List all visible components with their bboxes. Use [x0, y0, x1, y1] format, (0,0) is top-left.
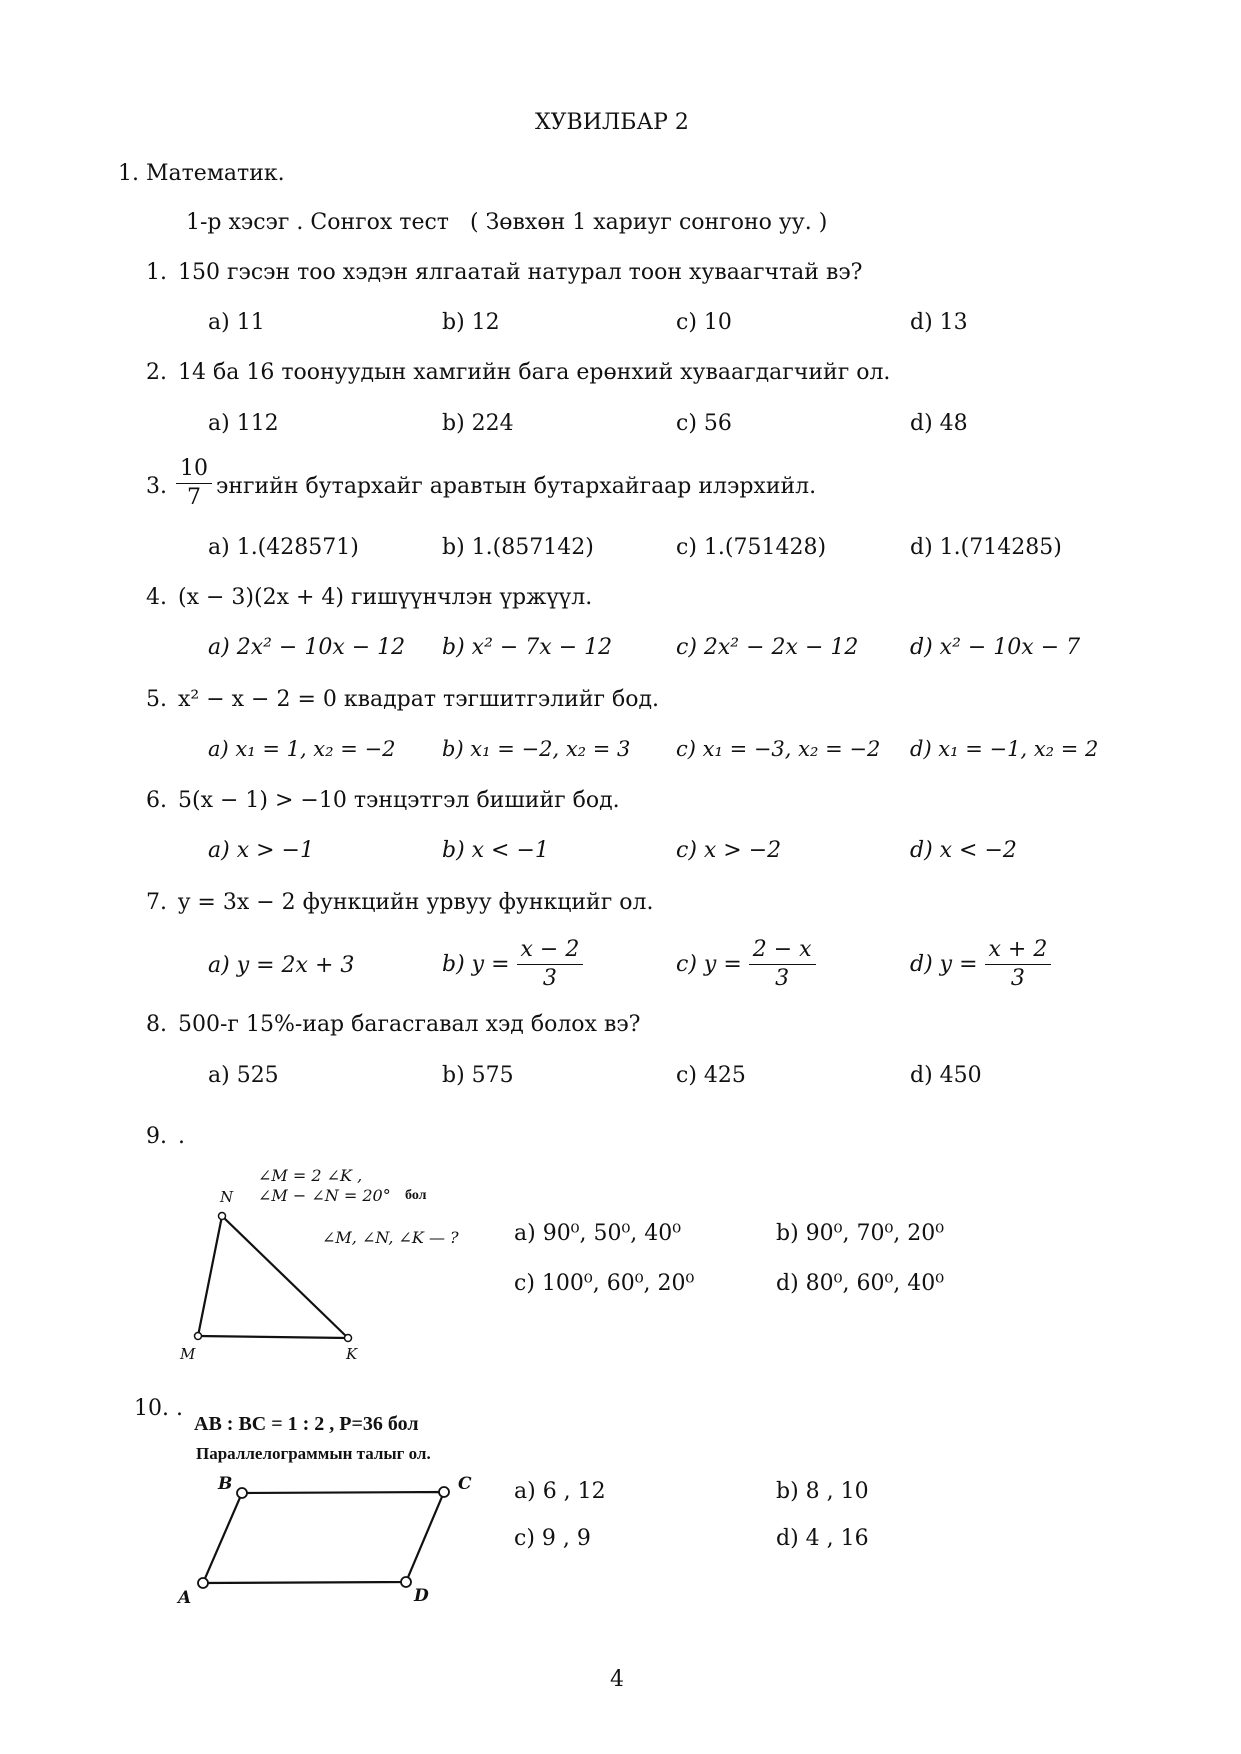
- answer-option[interactable]: b) x < −1: [442, 838, 549, 863]
- question-number: 10.: [134, 1396, 169, 1421]
- answer-option[interactable]: c) 56: [676, 411, 732, 436]
- fraction-denominator: 3: [1010, 966, 1025, 991]
- vertex-label: A: [178, 1588, 192, 1608]
- answer-option[interactable]: a) 90⁰, 50⁰, 40⁰: [514, 1221, 682, 1246]
- answer-option[interactable]: d) x < −2: [910, 838, 1017, 863]
- vertex-point: [237, 1488, 247, 1498]
- vertex-point: [219, 1213, 226, 1220]
- answer-option[interactable]: d) x₁ = −1, x₂ = 2: [910, 737, 1099, 761]
- figure-condition: ∠M − ∠N = 20°: [258, 1186, 391, 1205]
- answer-option[interactable]: a) 11: [208, 310, 265, 335]
- figure-condition: бол: [405, 1188, 427, 1203]
- triangle-edge: [198, 1336, 348, 1338]
- answer-option[interactable]: [910, 936, 1051, 993]
- answer-option[interactable]: b) x₁ = −2, x₂ = 3: [442, 737, 631, 761]
- question-number: 5.: [146, 687, 167, 712]
- vertex-label: D: [414, 1586, 429, 1606]
- question-text: .: [176, 1396, 183, 1421]
- answer-option[interactable]: d) 4 , 16: [776, 1526, 869, 1551]
- vertex-point: [198, 1578, 208, 1588]
- question-number: 3.: [146, 474, 167, 499]
- answer-option[interactable]: c) 1.(751428): [676, 535, 827, 560]
- answer-option[interactable]: [442, 936, 583, 993]
- question-text: 14 ба 16 тоонуудын хамгийн бага ерөнхий хуваагдагчийг ол.: [178, 360, 891, 385]
- section-heading: 1. Математик.: [118, 161, 285, 186]
- answer-option[interactable]: d) 1.(714285): [910, 535, 1062, 560]
- fraction-numerator: x + 2: [985, 936, 1052, 965]
- answer-option[interactable]: d) 80⁰, 60⁰, 40⁰: [776, 1271, 945, 1296]
- question-text: 5(x − 1) > −10 тэнцэтгэл бишийг бод.: [178, 788, 620, 813]
- answer-option[interactable]: c) 100⁰, 60⁰, 20⁰: [514, 1271, 695, 1296]
- option-label: d) y =: [910, 952, 978, 977]
- fraction-denominator: 7: [187, 485, 201, 510]
- answer-option[interactable]: a) 525: [208, 1063, 279, 1088]
- answer-option[interactable]: a) x₁ = 1, x₂ = −2: [208, 737, 396, 761]
- vertex-label: C: [458, 1474, 472, 1494]
- question-text: (x − 3)(2x + 4) гишүүнчлэн үржүүл.: [178, 585, 593, 610]
- option-label: c) y =: [676, 952, 742, 977]
- vertex-point: [345, 1335, 352, 1342]
- question-text: энгийн бутархайг аравтын бутархайгаар илэрхийл.: [216, 474, 817, 499]
- answer-option[interactable]: b) x² − 7x − 12: [442, 635, 613, 660]
- fraction-numerator: 10: [176, 455, 212, 484]
- vertex-label: K: [346, 1345, 358, 1363]
- vertex-point: [401, 1577, 411, 1587]
- triangle-edge: [222, 1216, 348, 1338]
- vertex-point: [439, 1487, 449, 1497]
- answer-option[interactable]: b) 224: [442, 411, 514, 436]
- answer-option[interactable]: c) 9 , 9: [514, 1526, 591, 1551]
- answer-option[interactable]: c) x > −2: [676, 838, 782, 863]
- vertex-label: B: [218, 1474, 233, 1494]
- question-text: y = 3x − 2 функцийн урвуу функцийг ол.: [178, 890, 654, 915]
- answer-option[interactable]: [676, 936, 816, 993]
- answer-option[interactable]: b) 90⁰, 70⁰, 20⁰: [776, 1221, 945, 1246]
- fraction-numerator: 2 − x: [749, 936, 816, 965]
- question-number: 2.: [146, 360, 167, 385]
- page-number: 4: [610, 1667, 624, 1692]
- vertex-label: M: [180, 1345, 196, 1363]
- parallelogram-shape: [203, 1492, 444, 1583]
- answer-option[interactable]: b) 1.(857142): [442, 535, 594, 560]
- question-text: 500-г 15%-иар багасгавал хэд болох вэ?: [178, 1012, 641, 1037]
- answer-option[interactable]: c) 425: [676, 1063, 746, 1088]
- question-text: 150 гэсэн тоо хэдэн ялгаатай натурал тоон хуваагчтай вэ?: [178, 260, 863, 285]
- question-number: 8.: [146, 1012, 167, 1037]
- option-label: b) y =: [442, 952, 510, 977]
- answer-option[interactable]: a) 1.(428571): [208, 535, 359, 560]
- answer-option[interactable]: b) 575: [442, 1063, 514, 1088]
- vertex-point: [195, 1333, 202, 1340]
- question-number: 6.: [146, 788, 167, 813]
- answer-option[interactable]: c) 2x² − 2x − 12: [676, 635, 859, 660]
- answer-option[interactable]: d) 450: [910, 1063, 982, 1088]
- answer-option[interactable]: d) x² − 10x − 7: [910, 635, 1081, 660]
- question-number: 1.: [146, 260, 167, 285]
- answer-option[interactable]: a) y = 2x + 3: [208, 953, 355, 978]
- question-number: 4.: [146, 585, 167, 610]
- answer-option[interactable]: b) 12: [442, 310, 500, 335]
- question-text: .: [178, 1124, 185, 1149]
- page-title: ХУВИЛБАР 2: [535, 110, 689, 135]
- fraction-denominator: 3: [542, 966, 557, 991]
- answer-option[interactable]: a) 2x² − 10x − 12: [208, 635, 406, 660]
- vertex-label: N: [220, 1188, 234, 1206]
- question-number: 7.: [146, 890, 167, 915]
- figure-condition: AB : BC = 1 : 2 , P=36 бол: [194, 1413, 419, 1435]
- figure-question: ∠M, ∠N, ∠K — ?: [322, 1228, 459, 1247]
- answer-option[interactable]: d) 48: [910, 411, 968, 436]
- figure-condition: ∠M = 2 ∠K ,: [258, 1166, 363, 1185]
- answer-option[interactable]: c) 10: [676, 310, 732, 335]
- figure-instruction: Параллелограммын талыг ол.: [196, 1444, 431, 1463]
- question-fraction: [176, 455, 212, 512]
- fraction-denominator: 3: [775, 966, 790, 991]
- question-number: 9.: [146, 1124, 167, 1149]
- answer-option[interactable]: b) 8 , 10: [776, 1479, 869, 1504]
- answer-option[interactable]: c) x₁ = −3, x₂ = −2: [676, 737, 881, 761]
- fraction-numerator: x − 2: [517, 936, 584, 965]
- answer-option[interactable]: a) 6 , 12: [514, 1479, 606, 1504]
- answer-option[interactable]: d) 13: [910, 310, 968, 335]
- triangle-edge: [198, 1216, 222, 1336]
- answer-option[interactable]: a) 112: [208, 411, 279, 436]
- section-instruction: ( Зөвхөн 1 хариуг сонгоно уу. ): [470, 210, 828, 235]
- section-part: 1-р хэсэг . Сонгох тест: [186, 210, 449, 235]
- question-text: x² − x − 2 = 0 квадрат тэгшитгэлийг бод.: [178, 687, 660, 712]
- answer-option[interactable]: a) x > −1: [208, 838, 314, 863]
- triangle-figure: [180, 1196, 360, 1346]
